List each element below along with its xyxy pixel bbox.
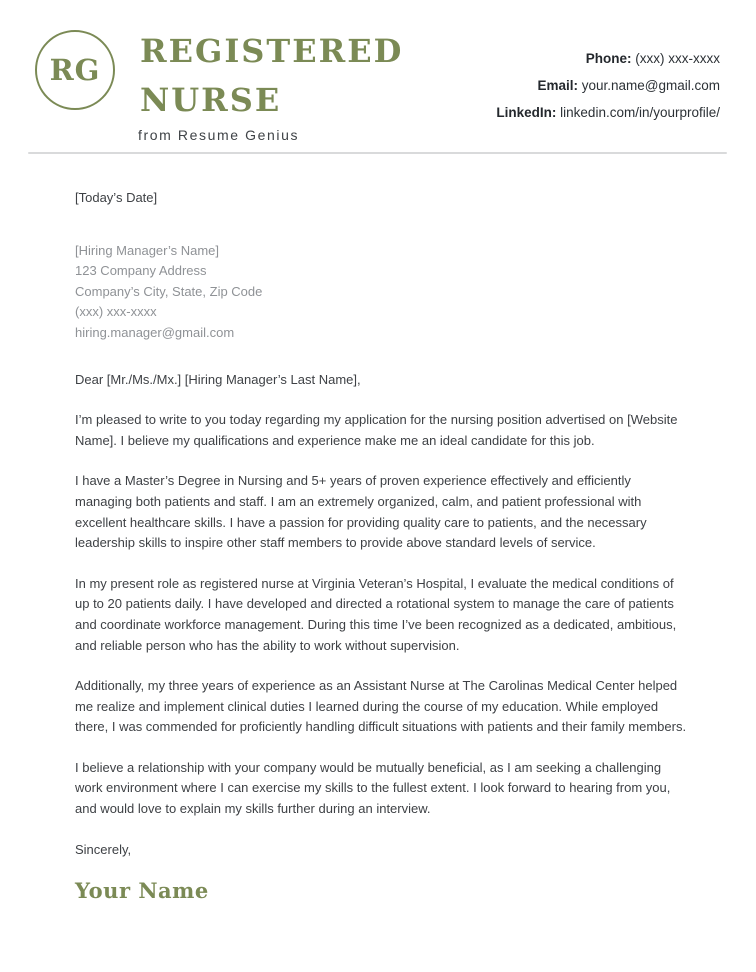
recipient-phone: (xxx) xxx-xxxx xyxy=(75,304,157,320)
letter-body xyxy=(75,188,689,902)
signature-name: Your Name xyxy=(75,878,209,904)
brand-logo-monogram-icon xyxy=(35,30,115,110)
letter-paragraph-2: I have a Master’s Degree in Nursing and 5+ years of proven experience effectively and efficiently managing both patients and staff. I am an extremely organized, calm, and patient professional with excellent healthcare skills. I have a passion for providing quality care to patients, and the necessary leadership skills to inspire other staff members to provide above standard levels of service. xyxy=(75,473,647,551)
contact-linkedin-label: LinkedIn: xyxy=(496,105,557,120)
recipient-name: [Hiring Manager’s Name] xyxy=(75,242,220,258)
contact-email xyxy=(496,72,720,99)
letter-paragraph-1: I’m pleased to write to you today regarding my application for the nursing position advertised on [Website Name]. I believe my qualifications and experience make me an ideal candidate for this job. xyxy=(75,412,678,448)
contact-phone xyxy=(496,45,720,72)
header-divider xyxy=(28,152,727,154)
letter-paragraph-5: I believe a relationship with your company would be mutually beneficial, as I am seeking a challenging work environment where I can exercise my skills to the fullest extent. I look forward to hearing from you, and would love to explain my skills further during an interview. xyxy=(75,759,671,817)
logo-initials: RG xyxy=(49,53,101,87)
contact-linkedin-value: linkedin.com/in/yourprofile/ xyxy=(560,105,720,120)
recipient-city-state-zip: Company’s City, State, Zip Code xyxy=(75,283,263,299)
page-title-line2: NURSE xyxy=(140,81,282,119)
letter-paragraph-3: In my present role as registered nurse at Virginia Veteran’s Hospital, I evaluate the medical conditions of up to 20 patients daily. I have developed and directed a rotational system to manage the care of patients and coordinate workforce management. During this time I’ve been recognized as a dedicated, ambitious, and reliable person who has the ability to work without supervision. xyxy=(75,575,677,653)
letter-date: [Today’s Date] xyxy=(75,190,158,205)
contact-phone-label: Phone: xyxy=(585,51,632,66)
contact-info-block xyxy=(496,45,720,126)
recipient-email: hiring.manager@gmail.com xyxy=(75,324,235,340)
contact-email-label: Email: xyxy=(537,78,578,93)
contact-phone-value: (xxx) xxx-xxxx xyxy=(635,51,720,66)
letter-paragraph-4: Additionally, my three years of experience as an Assistant Nurse at The Carolinas Medical Center helped me realize and implement clinical duties I learned during the course of my education. While employed there, I was commended for proficiently handling difficult situations with patients and their family members. xyxy=(75,678,687,735)
letter-closing: Sincerely, xyxy=(75,841,132,857)
page-title-line1: REGISTERED xyxy=(140,32,404,70)
letter-greeting: Dear [Mr./Ms./Mx.] [Hiring Manager’s Last Name], xyxy=(75,371,361,387)
page-title xyxy=(140,27,403,125)
brand-tagline: from Resume Genius xyxy=(138,127,300,143)
recipient-street: 123 Company Address xyxy=(75,263,207,279)
recipient-address-block xyxy=(75,241,689,344)
contact-email-value: your.name@gmail.com xyxy=(581,78,720,93)
contact-linkedin xyxy=(496,99,720,126)
